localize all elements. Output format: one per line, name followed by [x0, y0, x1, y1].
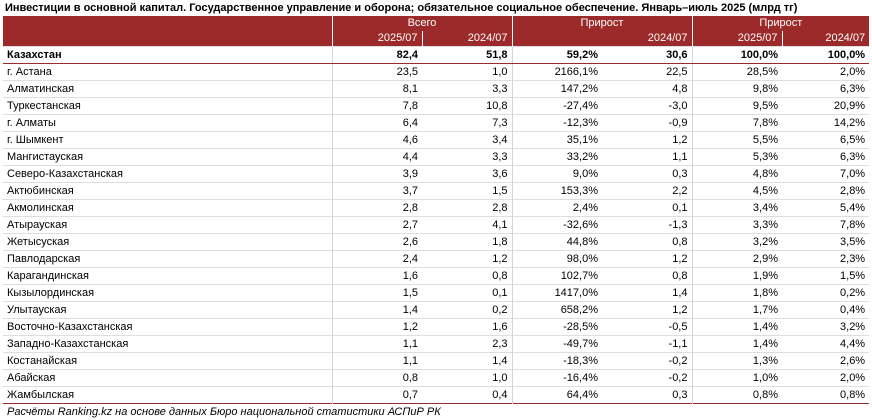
cell-c5: 1,3%	[692, 353, 782, 370]
cell-c4: 0,8	[602, 234, 692, 251]
region-name: Мангистауская	[3, 149, 332, 166]
cell-c1: 3,9	[332, 166, 422, 183]
cell-c1: 7,8	[332, 98, 422, 115]
cell-c4: 1,2	[602, 132, 692, 149]
cell-c6: 20,9%	[782, 98, 869, 115]
cell-c2: 1,8	[422, 234, 512, 251]
header-group-growth-share: Прирост	[692, 16, 869, 31]
cell-c6: 6,3%	[782, 149, 869, 166]
cell-c1: 0,8	[332, 370, 422, 387]
cell-c5: 5,3%	[692, 149, 782, 166]
cell-c4: -0,2	[602, 353, 692, 370]
cell-c5: 5,5%	[692, 132, 782, 149]
header-sub-4: 2025/07	[692, 31, 782, 47]
table-row	[3, 268, 869, 285]
cell-c5: 1,7%	[692, 302, 782, 319]
cell-c1: 8,1	[332, 81, 422, 98]
header-sub-2: 2024/07	[422, 31, 512, 47]
cell-c1: 3,7	[332, 183, 422, 200]
cell-c6: 2,6%	[782, 353, 869, 370]
cell-c5: 1,0%	[692, 370, 782, 387]
cell-c2: 0,4	[422, 387, 512, 404]
cell-c5: 1,4%	[692, 319, 782, 336]
cell-c6: 3,5%	[782, 234, 869, 251]
cell-c2: 1,0	[422, 370, 512, 387]
cell-c4: -1,1	[602, 336, 692, 353]
table-row	[3, 81, 869, 98]
cell-c5: 3,3%	[692, 217, 782, 234]
cell-c5: 7,8%	[692, 115, 782, 132]
header-blank-2	[3, 31, 332, 47]
cell-c3: -32,6%	[512, 217, 602, 234]
header-sub-5: 2024/07	[782, 31, 869, 47]
cell-c3: 153,3%	[512, 183, 602, 200]
cell-c5: 2,9%	[692, 251, 782, 268]
cell-c3: -12,3%	[512, 115, 602, 132]
cell-c6: 0,8%	[782, 387, 869, 404]
region-name: Туркестанская	[3, 98, 332, 115]
cell-c2: 2,8	[422, 200, 512, 217]
cell-c1: 2,8	[332, 200, 422, 217]
table-row	[3, 234, 869, 251]
cell-c3: -27,4%	[512, 98, 602, 115]
cell-c3: 59,2%	[512, 47, 602, 64]
table-row	[3, 336, 869, 353]
cell-c2: 0,1	[422, 285, 512, 302]
investment-table	[3, 0, 869, 420]
cell-c1: 2,7	[332, 217, 422, 234]
region-name: Улытауская	[3, 302, 332, 319]
table-row	[3, 166, 869, 183]
region-name: г. Шымкент	[3, 132, 332, 149]
cell-c2: 3,3	[422, 149, 512, 166]
table-row	[3, 149, 869, 166]
cell-c5: 4,8%	[692, 166, 782, 183]
cell-c2: 3,6	[422, 166, 512, 183]
cell-c6: 3,2%	[782, 319, 869, 336]
cell-c4: 30,6	[602, 47, 692, 64]
cell-c1: 1,1	[332, 336, 422, 353]
cell-c3: -16,4%	[512, 370, 602, 387]
table-row	[3, 183, 869, 200]
cell-c4: 4,8	[602, 81, 692, 98]
cell-c3: 64,4%	[512, 387, 602, 404]
region-name: Северо-Казахстанская	[3, 166, 332, 183]
cell-c5: 1,8%	[692, 285, 782, 302]
cell-c1: 2,4	[332, 251, 422, 268]
region-name: Костанайская	[3, 353, 332, 370]
cell-c1: 82,4	[332, 47, 422, 64]
region-name: Кызылординская	[3, 285, 332, 302]
cell-c2: 3,3	[422, 81, 512, 98]
header-blank	[3, 16, 332, 31]
cell-c3: 658,2%	[512, 302, 602, 319]
region-name: Жетысуская	[3, 234, 332, 251]
cell-c6: 5,4%	[782, 200, 869, 217]
table-row	[3, 132, 869, 149]
cell-c3: -28,5%	[512, 319, 602, 336]
cell-c3: -18,3%	[512, 353, 602, 370]
cell-c1: 0,7	[332, 387, 422, 404]
cell-c1: 6,4	[332, 115, 422, 132]
table-row	[3, 98, 869, 115]
region-name: Восточно-Казахстанская	[3, 319, 332, 336]
cell-c4: 22,5	[602, 64, 692, 81]
cell-c3: 102,7%	[512, 268, 602, 285]
table-row	[3, 217, 869, 234]
cell-c3: 1417,0%	[512, 285, 602, 302]
cell-c5: 4,5%	[692, 183, 782, 200]
title-row	[3, 0, 869, 16]
table-row	[3, 319, 869, 336]
cell-c4: 0,3	[602, 387, 692, 404]
cell-c1: 1,1	[332, 353, 422, 370]
region-name: Казахстан	[3, 47, 332, 64]
cell-c5: 3,2%	[692, 234, 782, 251]
cell-c6: 2,0%	[782, 370, 869, 387]
region-name: г. Астана	[3, 64, 332, 81]
cell-c1: 4,4	[332, 149, 422, 166]
table-row-total	[3, 47, 869, 64]
table-row	[3, 115, 869, 132]
cell-c2: 1,2	[422, 251, 512, 268]
cell-c2: 4,1	[422, 217, 512, 234]
table-row	[3, 370, 869, 387]
region-name: Карагандинская	[3, 268, 332, 285]
cell-c5: 3,4%	[692, 200, 782, 217]
region-name: Актюбинская	[3, 183, 332, 200]
source-note: Расчёты Ranking.kz на основе данных Бюро национальной статистики АСПиР РК	[3, 404, 869, 420]
cell-c1: 4,6	[332, 132, 422, 149]
cell-c6: 6,5%	[782, 132, 869, 149]
cell-c3: 147,2%	[512, 81, 602, 98]
cell-c2: 1,0	[422, 64, 512, 81]
cell-c6: 6,3%	[782, 81, 869, 98]
header-sub-1: 2025/07	[332, 31, 422, 47]
header-sub-3: 2024/07	[512, 31, 692, 47]
cell-c2: 0,2	[422, 302, 512, 319]
region-name: Западно-Казахстанская	[3, 336, 332, 353]
cell-c5: 1,4%	[692, 336, 782, 353]
cell-c5: 100,0%	[692, 47, 782, 64]
cell-c6: 2,3%	[782, 251, 869, 268]
region-name: Акмолинская	[3, 200, 332, 217]
cell-c6: 100,0%	[782, 47, 869, 64]
cell-c1: 23,5	[332, 64, 422, 81]
table-row	[3, 302, 869, 319]
cell-c4: 1,2	[602, 251, 692, 268]
cell-c4: -1,3	[602, 217, 692, 234]
cell-c6: 7,0%	[782, 166, 869, 183]
cell-c2: 51,8	[422, 47, 512, 64]
table-row	[3, 64, 869, 81]
cell-c4: 1,2	[602, 302, 692, 319]
cell-c4: 2,2	[602, 183, 692, 200]
cell-c5: 0,8%	[692, 387, 782, 404]
header-group-growth: Прирост	[512, 16, 692, 31]
header-row-1	[3, 16, 869, 31]
cell-c1: 1,4	[332, 302, 422, 319]
cell-c4: 0,3	[602, 166, 692, 183]
cell-c2: 0,8	[422, 268, 512, 285]
cell-c6: 14,2%	[782, 115, 869, 132]
cell-c2: 2,3	[422, 336, 512, 353]
cell-c4: -0,2	[602, 370, 692, 387]
cell-c4: -3,0	[602, 98, 692, 115]
cell-c4: -0,5	[602, 319, 692, 336]
table-row	[3, 200, 869, 217]
cell-c4: 0,1	[602, 200, 692, 217]
table-row	[3, 285, 869, 302]
cell-c3: 35,1%	[512, 132, 602, 149]
cell-c4: 0,8	[602, 268, 692, 285]
header-row-2	[3, 31, 869, 47]
cell-c3: 9,0%	[512, 166, 602, 183]
region-name: Атырауская	[3, 217, 332, 234]
cell-c4: 1,4	[602, 285, 692, 302]
cell-c2: 7,3	[422, 115, 512, 132]
cell-c2: 1,4	[422, 353, 512, 370]
cell-c5: 1,9%	[692, 268, 782, 285]
cell-c2: 10,8	[422, 98, 512, 115]
cell-c5: 9,5%	[692, 98, 782, 115]
cell-c1: 1,6	[332, 268, 422, 285]
header-group-total: Всего	[332, 16, 512, 31]
cell-c3: 33,2%	[512, 149, 602, 166]
table-body	[3, 47, 869, 404]
region-name: Алматинская	[3, 81, 332, 98]
table-row	[3, 353, 869, 370]
footer-row	[3, 404, 869, 420]
cell-c3: 2,4%	[512, 200, 602, 217]
region-name: Павлодарская	[3, 251, 332, 268]
cell-c4: -0,9	[602, 115, 692, 132]
cell-c2: 3,4	[422, 132, 512, 149]
cell-c4: 1,1	[602, 149, 692, 166]
cell-c2: 1,5	[422, 183, 512, 200]
cell-c5: 9,8%	[692, 81, 782, 98]
cell-c1: 1,2	[332, 319, 422, 336]
region-name: Абайская	[3, 370, 332, 387]
cell-c5: 28,5%	[692, 64, 782, 81]
region-name: г. Алматы	[3, 115, 332, 132]
cell-c6: 1,5%	[782, 268, 869, 285]
cell-c6: 0,4%	[782, 302, 869, 319]
cell-c6: 4,4%	[782, 336, 869, 353]
cell-c6: 2,0%	[782, 64, 869, 81]
table-row	[3, 251, 869, 268]
table-title: Инвестиции в основной капитал. Государственное управление и оборона; обязательное социальное обеспечение. Январь–июль 2025 (млрд тг)	[3, 0, 869, 16]
cell-c6: 7,8%	[782, 217, 869, 234]
cell-c1: 2,6	[332, 234, 422, 251]
cell-c3: -49,7%	[512, 336, 602, 353]
table-row	[3, 387, 869, 404]
region-name: Жамбылская	[3, 387, 332, 404]
cell-c3: 44,8%	[512, 234, 602, 251]
cell-c3: 2166,1%	[512, 64, 602, 81]
cell-c3: 98,0%	[512, 251, 602, 268]
cell-c1: 1,5	[332, 285, 422, 302]
cell-c2: 1,6	[422, 319, 512, 336]
cell-c6: 2,8%	[782, 183, 869, 200]
cell-c6: 0,2%	[782, 285, 869, 302]
